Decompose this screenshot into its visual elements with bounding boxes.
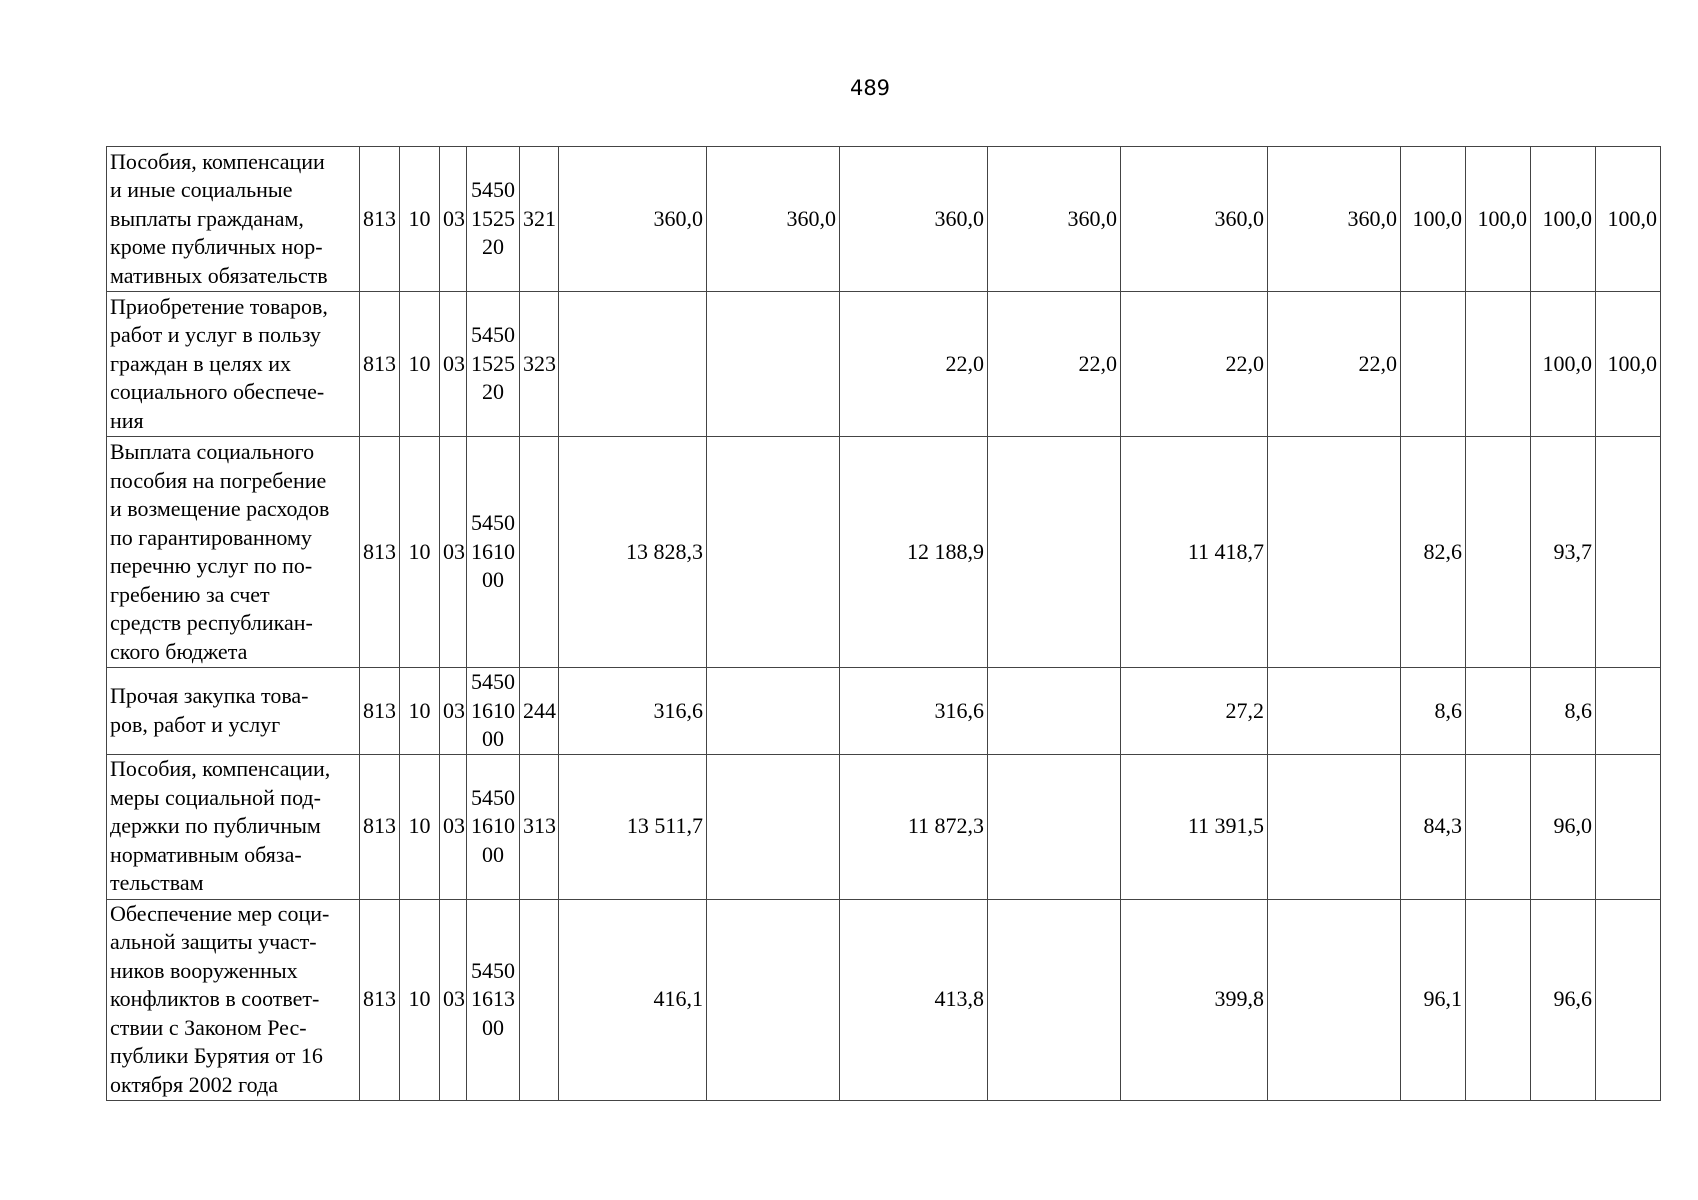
amount-cell-v4 — [988, 899, 1121, 1100]
subsection-code-cell: 03 — [440, 899, 467, 1100]
amount-cell-v4 — [988, 668, 1121, 755]
section-code-cell: 10 — [400, 899, 440, 1100]
amount-cell-v6 — [1268, 754, 1401, 899]
row-name-cell — [107, 147, 360, 292]
amount-cell-v3: 316,6 — [840, 668, 988, 755]
subsection-code-cell: 03 — [440, 437, 467, 668]
percent-cell-p1: 82,6 — [1401, 437, 1466, 668]
target-article-code-cell-line: 1525 — [471, 350, 515, 376]
amount-cell-v1: 416,1 — [559, 899, 707, 1100]
target-article-code-cell-line: 5450 — [471, 322, 515, 348]
row-name-cell-line: нормативным обяза- — [110, 841, 302, 867]
row-name-cell-line: тельствам — [110, 870, 204, 896]
row-name-cell-line: публики Бурятия от 16 — [110, 1043, 323, 1069]
target-article-code-cell-line: 5450 — [471, 669, 515, 694]
percent-cell-p3: 96,0 — [1531, 754, 1596, 899]
grbs-code-cell: 813 — [360, 899, 400, 1100]
section-code-cell: 10 — [400, 292, 440, 437]
row-name-cell-line: Выплата социального — [110, 439, 315, 464]
target-article-code-cell-line: 5450 — [471, 177, 515, 203]
percent-cell-p4 — [1596, 899, 1661, 1100]
table-body — [107, 147, 1661, 1101]
amount-cell-v2 — [707, 899, 840, 1100]
target-article-code-cell-line: 1613 — [471, 986, 515, 1012]
row-name-cell-line: средств республикан- — [110, 610, 313, 635]
amount-cell-v6 — [1268, 668, 1401, 755]
row-name-cell — [107, 668, 360, 755]
row-name-cell — [107, 754, 360, 899]
percent-cell-p1: 100,0 — [1401, 147, 1466, 292]
target-article-code-cell — [467, 899, 520, 1100]
expense-type-code-cell — [520, 899, 559, 1100]
target-article-code-cell — [467, 147, 520, 292]
target-article-code-cell-line: 00 — [482, 726, 504, 751]
amount-cell-v4 — [988, 437, 1121, 668]
amount-cell-v5: 399,8 — [1121, 899, 1268, 1100]
table-row — [107, 754, 1661, 899]
percent-cell-p1 — [1401, 292, 1466, 437]
subsection-code-cell: 03 — [440, 754, 467, 899]
target-article-code-cell-line: 5450 — [471, 957, 515, 983]
amount-cell-v1: 13 828,3 — [559, 437, 707, 668]
amount-cell-v3: 360,0 — [840, 147, 988, 292]
row-name-cell-line: Пособия, компенсации, — [110, 756, 331, 782]
percent-cell-p2 — [1466, 292, 1531, 437]
grbs-code-cell: 813 — [360, 668, 400, 755]
row-name-cell-line: ния — [110, 407, 144, 433]
percent-cell-p3: 100,0 — [1531, 147, 1596, 292]
target-article-code-cell — [467, 668, 520, 755]
amount-cell-v6 — [1268, 437, 1401, 668]
row-name-cell-line: Обеспечение мер соци- — [110, 900, 330, 926]
subsection-code-cell: 03 — [440, 292, 467, 437]
amount-cell-v1: 13 511,7 — [559, 754, 707, 899]
row-name-cell-line: октября 2002 года — [110, 1071, 278, 1097]
section-code-cell: 10 — [400, 437, 440, 668]
amount-cell-v1: 316,6 — [559, 668, 707, 755]
amount-cell-v3: 413,8 — [840, 899, 988, 1100]
row-name-cell-line: ников вооруженных — [110, 957, 298, 983]
row-name-cell-line: держки по публичным — [110, 813, 321, 839]
row-name-cell-line: работ и услуг в пользу — [110, 322, 321, 348]
amount-cell-v5: 11 391,5 — [1121, 754, 1268, 899]
amount-cell-v2 — [707, 668, 840, 755]
amount-cell-v1: 360,0 — [559, 147, 707, 292]
target-article-code-cell-line: 1610 — [471, 538, 515, 564]
amount-cell-v5: 11 418,7 — [1121, 437, 1268, 668]
percent-cell-p1: 84,3 — [1401, 754, 1466, 899]
row-name-cell-line: и иные социальные — [110, 177, 293, 203]
row-name-cell-line: ствии с Законом Рес- — [110, 1014, 307, 1040]
amount-cell-v6: 22,0 — [1268, 292, 1401, 437]
grbs-code-cell: 813 — [360, 292, 400, 437]
percent-cell-p4: 100,0 — [1596, 147, 1661, 292]
target-article-code-cell-line: 5450 — [471, 784, 515, 810]
row-name-cell — [107, 292, 360, 437]
row-name-cell-line: перечню услуг по по- — [110, 553, 313, 578]
row-name-cell-line: граждан в целях их — [110, 350, 292, 376]
row-name-cell-line: и возмещение расходов — [110, 496, 330, 521]
table-row — [107, 437, 1661, 668]
budget-table — [106, 146, 1661, 1101]
percent-cell-p2: 100,0 — [1466, 147, 1531, 292]
percent-cell-p4 — [1596, 437, 1661, 668]
expense-type-code-cell: 321 — [520, 147, 559, 292]
table-row — [107, 147, 1661, 292]
percent-cell-p4 — [1596, 754, 1661, 899]
row-name-cell-line: ского бюджета — [110, 638, 248, 664]
percent-cell-p3: 96,6 — [1531, 899, 1596, 1100]
table-row — [107, 899, 1661, 1100]
row-name-cell-line: по гарантированному — [110, 524, 312, 550]
section-code-cell: 10 — [400, 754, 440, 899]
row-name-cell-line: кроме публичных нор- — [110, 234, 323, 260]
expense-type-code-cell — [520, 437, 559, 668]
table-row — [107, 668, 1661, 755]
row-name-cell-line: мативных обязательств — [110, 262, 328, 288]
row-name-cell-line: меры социальной под- — [110, 784, 321, 810]
amount-cell-v2: 360,0 — [707, 147, 840, 292]
percent-cell-p2 — [1466, 437, 1531, 668]
row-name-cell-line: ров, работ и услуг — [110, 711, 281, 737]
subsection-code-cell: 03 — [440, 668, 467, 755]
expense-type-code-cell: 244 — [520, 668, 559, 755]
row-name-cell-line: социального обеспече- — [110, 379, 325, 405]
row-name-cell-line: Прочая закупка това- — [110, 683, 309, 709]
amount-cell-v4: 22,0 — [988, 292, 1121, 437]
amount-cell-v5: 22,0 — [1121, 292, 1268, 437]
percent-cell-p2 — [1466, 668, 1531, 755]
amount-cell-v3: 22,0 — [840, 292, 988, 437]
amount-cell-v2 — [707, 292, 840, 437]
percent-cell-p2 — [1466, 899, 1531, 1100]
row-name-cell — [107, 899, 360, 1100]
percent-cell-p2 — [1466, 754, 1531, 899]
row-name-cell-line: Пособия, компенсации — [110, 148, 325, 174]
grbs-code-cell: 813 — [360, 754, 400, 899]
percent-cell-p1: 8,6 — [1401, 668, 1466, 755]
target-article-code-cell-line: 1610 — [471, 813, 515, 839]
section-code-cell: 10 — [400, 668, 440, 755]
target-article-code-cell — [467, 754, 520, 899]
percent-cell-p4: 100,0 — [1596, 292, 1661, 437]
percent-cell-p3: 93,7 — [1531, 437, 1596, 668]
percent-cell-p4 — [1596, 668, 1661, 755]
amount-cell-v3: 12 188,9 — [840, 437, 988, 668]
row-name-cell-line: конфликтов в соответ- — [110, 986, 320, 1012]
target-article-code-cell-line: 20 — [482, 379, 504, 405]
grbs-code-cell: 813 — [360, 147, 400, 292]
grbs-code-cell: 813 — [360, 437, 400, 668]
page-number: 489 — [849, 76, 891, 100]
row-name-cell-line: пособия на погребение — [110, 467, 327, 493]
target-article-code-cell-line: 00 — [482, 1014, 504, 1040]
amount-cell-v1 — [559, 292, 707, 437]
section-code-cell: 10 — [400, 147, 440, 292]
row-name-cell — [107, 437, 360, 668]
amount-cell-v5: 27,2 — [1121, 668, 1268, 755]
target-article-code-cell — [467, 292, 520, 437]
row-name-cell-line: гребению за счет — [110, 581, 270, 607]
percent-cell-p3: 100,0 — [1531, 292, 1596, 437]
amount-cell-v2 — [707, 437, 840, 668]
amount-cell-v4 — [988, 754, 1121, 899]
amount-cell-v6 — [1268, 899, 1401, 1100]
expense-type-code-cell: 323 — [520, 292, 559, 437]
row-name-cell-line: выплаты гражданам, — [110, 205, 304, 231]
table-row — [107, 292, 1661, 437]
amount-cell-v2 — [707, 754, 840, 899]
target-article-code-cell-line: 00 — [482, 567, 504, 593]
target-article-code-cell-line: 5450 — [471, 510, 515, 536]
amount-cell-v5: 360,0 — [1121, 147, 1268, 292]
target-article-code-cell-line: 1610 — [471, 697, 515, 723]
subsection-code-cell: 03 — [440, 147, 467, 292]
expense-type-code-cell: 313 — [520, 754, 559, 899]
target-article-code-cell — [467, 437, 520, 668]
target-article-code-cell-line: 20 — [482, 234, 504, 260]
percent-cell-p1: 96,1 — [1401, 899, 1466, 1100]
percent-cell-p3: 8,6 — [1531, 668, 1596, 755]
amount-cell-v6: 360,0 — [1268, 147, 1401, 292]
row-name-cell-line: Приобретение товаров, — [110, 293, 328, 319]
row-name-cell-line: альной защиты участ- — [110, 929, 317, 955]
target-article-code-cell-line: 1525 — [471, 205, 515, 231]
amount-cell-v4: 360,0 — [988, 147, 1121, 292]
amount-cell-v3: 11 872,3 — [840, 754, 988, 899]
target-article-code-cell-line: 00 — [482, 841, 504, 867]
